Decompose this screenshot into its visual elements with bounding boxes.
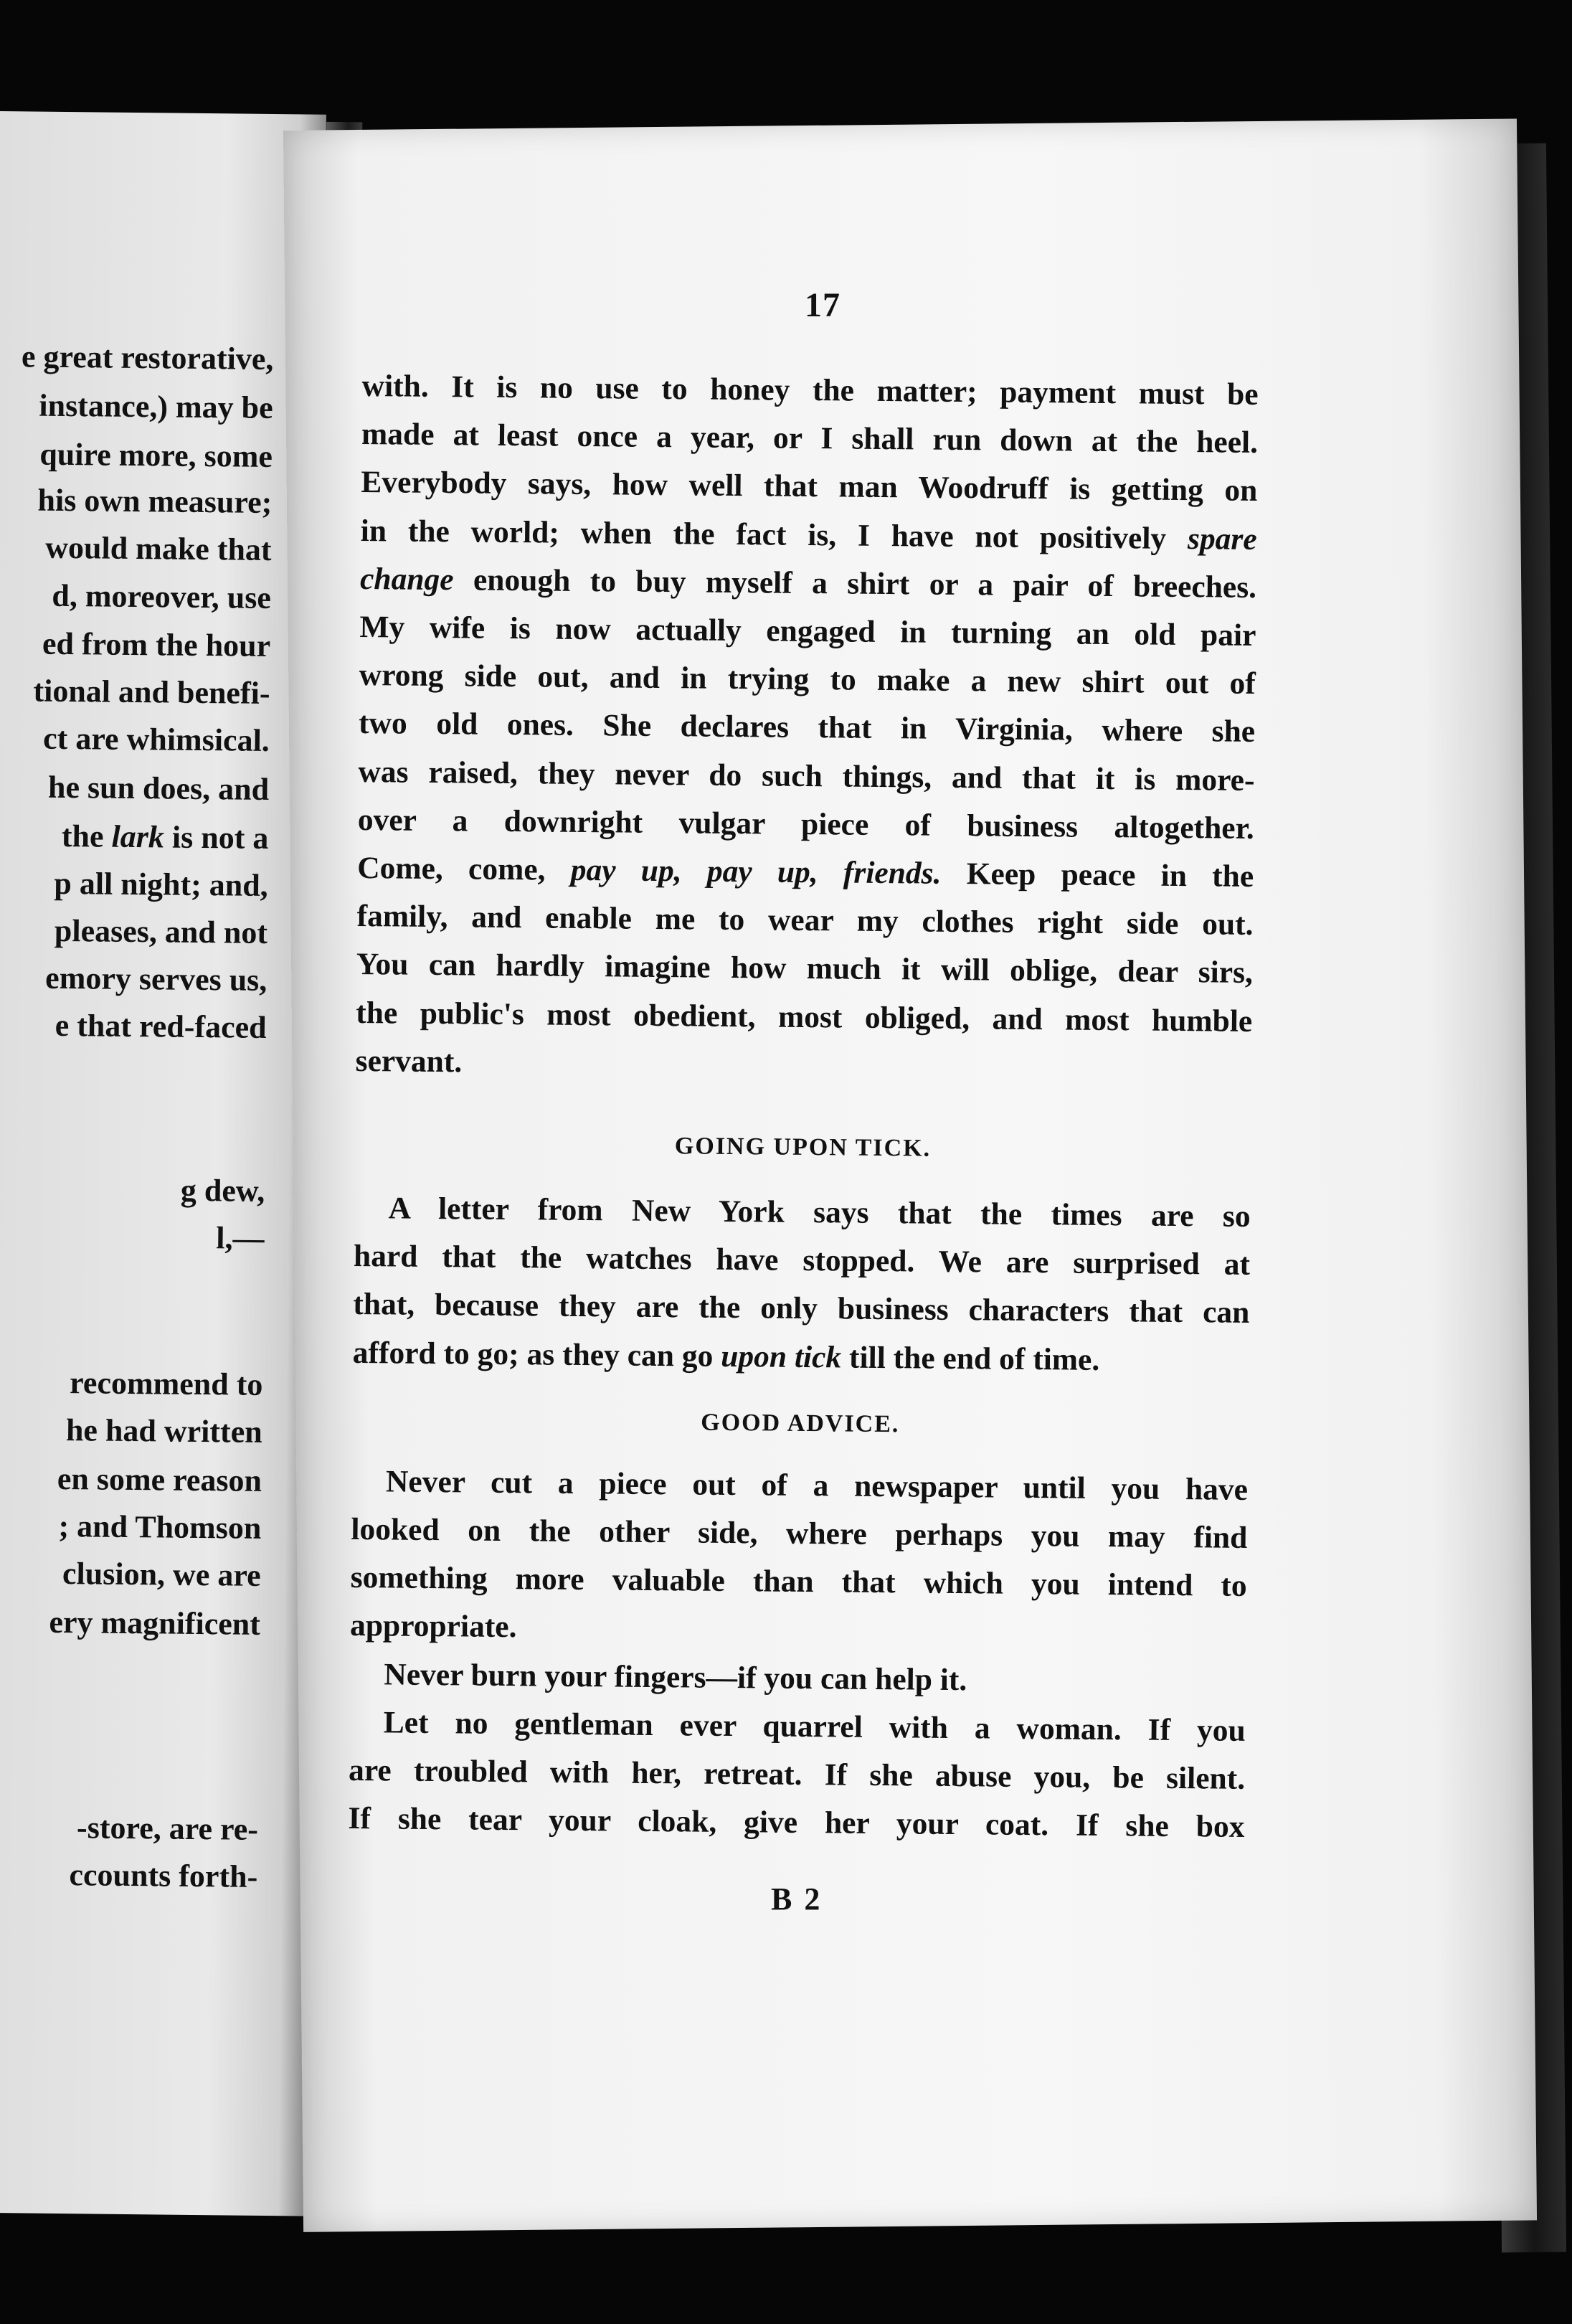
text-line: Everybody says, how well that man Woodruff is getting on bbox=[361, 465, 1258, 509]
page-number: 17 bbox=[805, 286, 841, 324]
left-page-line: d, moreover, use bbox=[52, 577, 272, 615]
paragraph-3 bbox=[350, 1458, 1249, 1659]
text-line bbox=[360, 507, 1257, 564]
text-line: family, and enable me to wear my clothes right side out. bbox=[356, 899, 1254, 943]
text-line: hard that the watches have stopped. We are surprised at bbox=[353, 1239, 1251, 1283]
left-page-line: ed from the hour bbox=[42, 625, 271, 663]
text-line: two old ones. She declares that in Virginia, where she bbox=[358, 706, 1256, 750]
text-run: till the end of time. bbox=[841, 1340, 1100, 1377]
text-line bbox=[352, 1329, 1249, 1386]
signature-mark: B 2 bbox=[771, 1881, 823, 1917]
left-page-line: pleases, and not bbox=[54, 912, 268, 950]
left-page-line: g dew, bbox=[180, 1172, 265, 1209]
left-page-line: quire more, some bbox=[39, 436, 273, 475]
text-line: the public's most obedient, most obliged, and most humble bbox=[356, 995, 1253, 1039]
text-line: Never cut a piece out of a newspaper until you have bbox=[385, 1464, 1249, 1507]
text-line: over a downright vulgar piece of business altogether. bbox=[357, 802, 1255, 846]
text-line: looked on the other side, where perhaps you may find bbox=[351, 1511, 1248, 1555]
text-run: Come, come, bbox=[357, 850, 571, 887]
text-line: appropriate. bbox=[349, 1608, 517, 1645]
page-body bbox=[348, 362, 1259, 1851]
left-page-line: ccounts forth- bbox=[69, 1857, 258, 1894]
left-page-line: he sun does, and bbox=[47, 769, 270, 807]
paragraph-1 bbox=[355, 362, 1259, 1094]
left-page-line: ct are whimsical. bbox=[42, 720, 270, 758]
paragraph-5 bbox=[348, 1699, 1246, 1852]
text-line: was raised, they never do such things, and that it is more- bbox=[358, 754, 1255, 798]
left-page-line: -store, are re- bbox=[76, 1810, 259, 1847]
text-line: You can hardly imagine how much it will oblige, dear sirs, bbox=[356, 947, 1254, 991]
section-heading-good-advice: GOOD ADVICE. bbox=[701, 1409, 900, 1438]
italic-run: pay up, pay up, friends. bbox=[570, 852, 942, 891]
section-heading-going-upon-tick: GOING UPON TICK. bbox=[674, 1133, 932, 1162]
text-line: My wife is now actually engaged in turning an old pair bbox=[359, 609, 1256, 653]
text-line: If she tear your cloak, give her your coat. If she box bbox=[348, 1801, 1245, 1845]
text-run: Keep peace in the bbox=[941, 856, 1254, 894]
left-page-line: would make that bbox=[45, 529, 272, 567]
text-line: are troubled with her, retreat. If she abuse you, be silent. bbox=[348, 1752, 1246, 1796]
left-page-line: instance,) may be bbox=[39, 387, 273, 426]
text-run: enough to buy myself a shirt or a pair of breeches. bbox=[453, 562, 1257, 605]
text-line: Never burn your fingers—if you can help it. bbox=[384, 1657, 967, 1697]
left-page-line: en some reason bbox=[57, 1460, 262, 1498]
paragraph-4 bbox=[349, 1650, 1246, 1707]
text-line: with. It is no use to honey the matter; payment must be bbox=[361, 368, 1259, 412]
left-page-line: ; and Thomson bbox=[58, 1508, 262, 1546]
italic-run: upon tick bbox=[720, 1338, 842, 1375]
left-page-line: his own measure; bbox=[37, 482, 273, 521]
left-page-line: l,— bbox=[216, 1220, 265, 1256]
left-page-line: clusion, we are bbox=[62, 1556, 261, 1593]
text-line: made at least once a year, or I shall run down at the heel. bbox=[361, 417, 1259, 460]
text-line: servant. bbox=[355, 1043, 463, 1080]
text-line bbox=[357, 844, 1254, 901]
text-run: afford to go; as they can go bbox=[352, 1335, 721, 1374]
text-line: something more valuable than that which you intend to bbox=[350, 1560, 1247, 1604]
left-page bbox=[0, 111, 326, 2216]
left-page-text bbox=[0, 339, 274, 1894]
text-run: in the world; when the fact is, I have not positively bbox=[360, 513, 1188, 556]
italic-run: change bbox=[359, 561, 454, 597]
left-page-line: e great restorative, bbox=[21, 339, 274, 377]
text-line: that, because they are the only business characters that can bbox=[353, 1287, 1250, 1331]
left-page-line: tional and benefi- bbox=[33, 673, 270, 711]
left-page-line: emory serves us, bbox=[44, 960, 267, 998]
left-page-line: p all night; and, bbox=[54, 865, 268, 903]
text-line: wrong side out, and in trying to make a new shirt out of bbox=[359, 658, 1256, 702]
paragraph-2 bbox=[352, 1184, 1251, 1386]
text-line bbox=[360, 555, 1257, 612]
left-page-line: e that red-faced bbox=[55, 1007, 267, 1045]
italic-run: spare bbox=[1187, 521, 1257, 557]
left-page-line: recommend to bbox=[69, 1365, 263, 1402]
left-page-line: he had written bbox=[65, 1412, 262, 1450]
left-page-line: ery magnificent bbox=[49, 1604, 261, 1642]
text-line: A letter from New York says that the times are so bbox=[388, 1191, 1251, 1234]
left-page-line: the lark is not a bbox=[61, 818, 269, 856]
text-line: Let no gentleman ever quarrel with a woman. If you bbox=[383, 1705, 1246, 1748]
italic-run: lark bbox=[111, 818, 165, 855]
